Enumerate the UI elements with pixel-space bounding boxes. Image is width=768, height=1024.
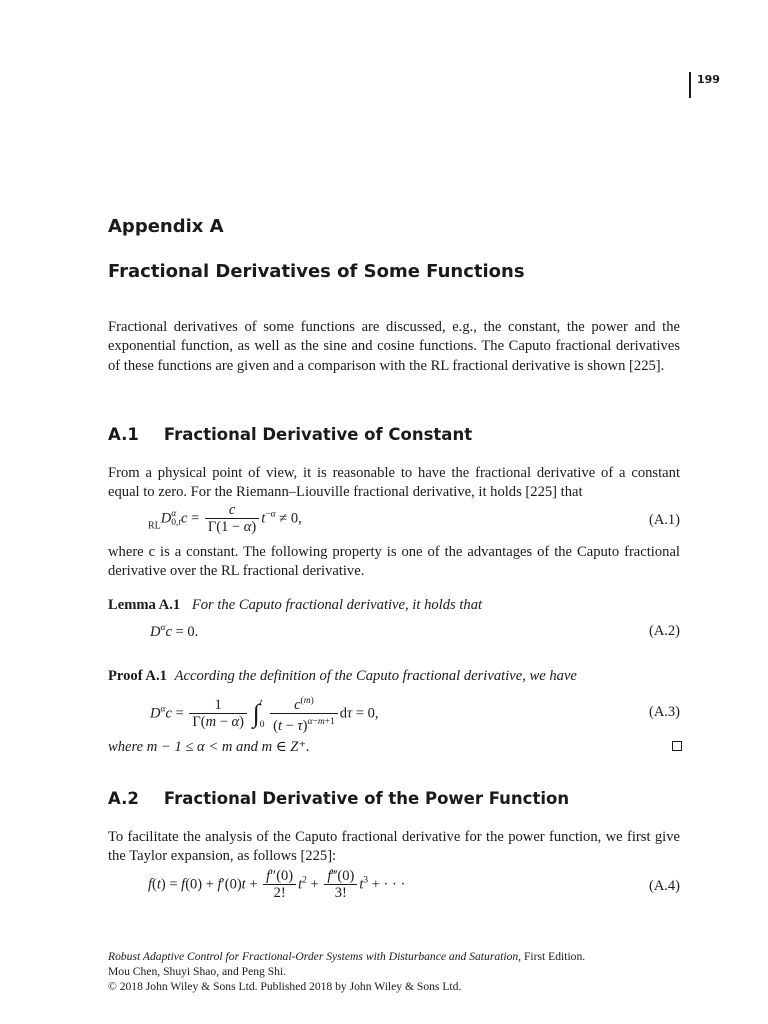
a1-paragraph-1: From a physical point of view, it is reasonable to have the fractional derivative of a constant equal to zero. For the Riemann–Liouville fractional derivative, it holds [225] that xyxy=(108,465,680,501)
appendix-label: Appendix A xyxy=(108,216,224,237)
section-title: Fractional Derivative of Constant xyxy=(163,425,473,444)
section-a1-heading xyxy=(108,425,472,444)
equation-a1-number: (A.1) xyxy=(648,512,680,528)
lemma-text: For the Caputo fractional derivative, it holds that xyxy=(191,597,483,613)
section-title: Fractional Derivative of the Power Function xyxy=(163,789,570,808)
footer-book-line xyxy=(108,950,585,965)
equation-a2-number: (A.2) xyxy=(648,623,680,639)
page-number: 199 xyxy=(697,73,720,86)
footer-authors: Mou Chen, Shuyi Shao, and Peng Shi. xyxy=(108,965,287,978)
lemma-a1 xyxy=(108,597,482,614)
section-number: A.1 xyxy=(108,425,139,444)
proof-where: where m − 1 ≤ α < m and m ∈ Z⁺. xyxy=(108,739,310,755)
equation-a1: $_{RL}$Dα 0,tc = $\frac{c}{\Gamma(1 - \alpha)}$ $t^{-\alpha} \ne 0$, xyxy=(148,502,302,535)
proof-text: According the definition of the Caputo fractional derivative, we have xyxy=(174,668,577,684)
lemma-label: Lemma A.1 xyxy=(108,597,181,613)
page-number-rule xyxy=(689,72,691,98)
equation-a4-number: (A.4) xyxy=(648,878,680,894)
equation-a4: f(t) = f(0) + f′(0)t + $\frac{f''(0)}{2!}$ $t^2$ + $\frac{f‴(0)}{3!}$ $t^3$ + · · · xyxy=(148,868,406,901)
section-a2-heading xyxy=(108,789,569,808)
equation-a3-number: (A.3) xyxy=(648,704,680,720)
appendix-title: Fractional Derivatives of Some Functions xyxy=(108,261,525,282)
a2-paragraph-1: To facilitate the analysis of the Caputo fractional derivative for the power function, we first give the Taylor expansion, as follows [225]: xyxy=(108,829,680,865)
a1-paragraph-2: where c is a constant. The following property is one of the advantages of the Caputo fractional derivative over the RL fractional derivative. xyxy=(108,544,680,580)
section-number: A.2 xyxy=(108,789,139,808)
footer-edition: First Edition. xyxy=(521,950,586,963)
footer-book-title: Robust Adaptive Control for Fractional-Order Systems with Disturbance and Saturation, xyxy=(108,950,522,963)
proof-label: Proof A.1 xyxy=(108,668,167,684)
equation-a2: $D^\alpha c = 0$. xyxy=(150,623,199,640)
qed-symbol xyxy=(672,741,682,751)
intro-paragraph: Fractional derivatives of some functions are discussed, e.g., the constant, the power and the exponential function, as well as the sine and cosine functions. The Caputo fractional derivatives of these functions are given and a comparison with the RL fractional derivative is shown [225]. xyxy=(108,319,680,374)
proof-a1 xyxy=(108,668,577,685)
equation-a3: $D^\alpha c$ = $\frac{1}{\Gamma(m - \alpha)}$ ∫t 0 $\frac{c^{(m)}}{(t - \tau)^{\alpha-m+1}}$ dτ = 0, xyxy=(150,692,379,736)
footer-copyright: © 2018 John Wiley & Sons Ltd. Published 2018 by John Wiley & Sons Ltd. xyxy=(108,980,462,993)
